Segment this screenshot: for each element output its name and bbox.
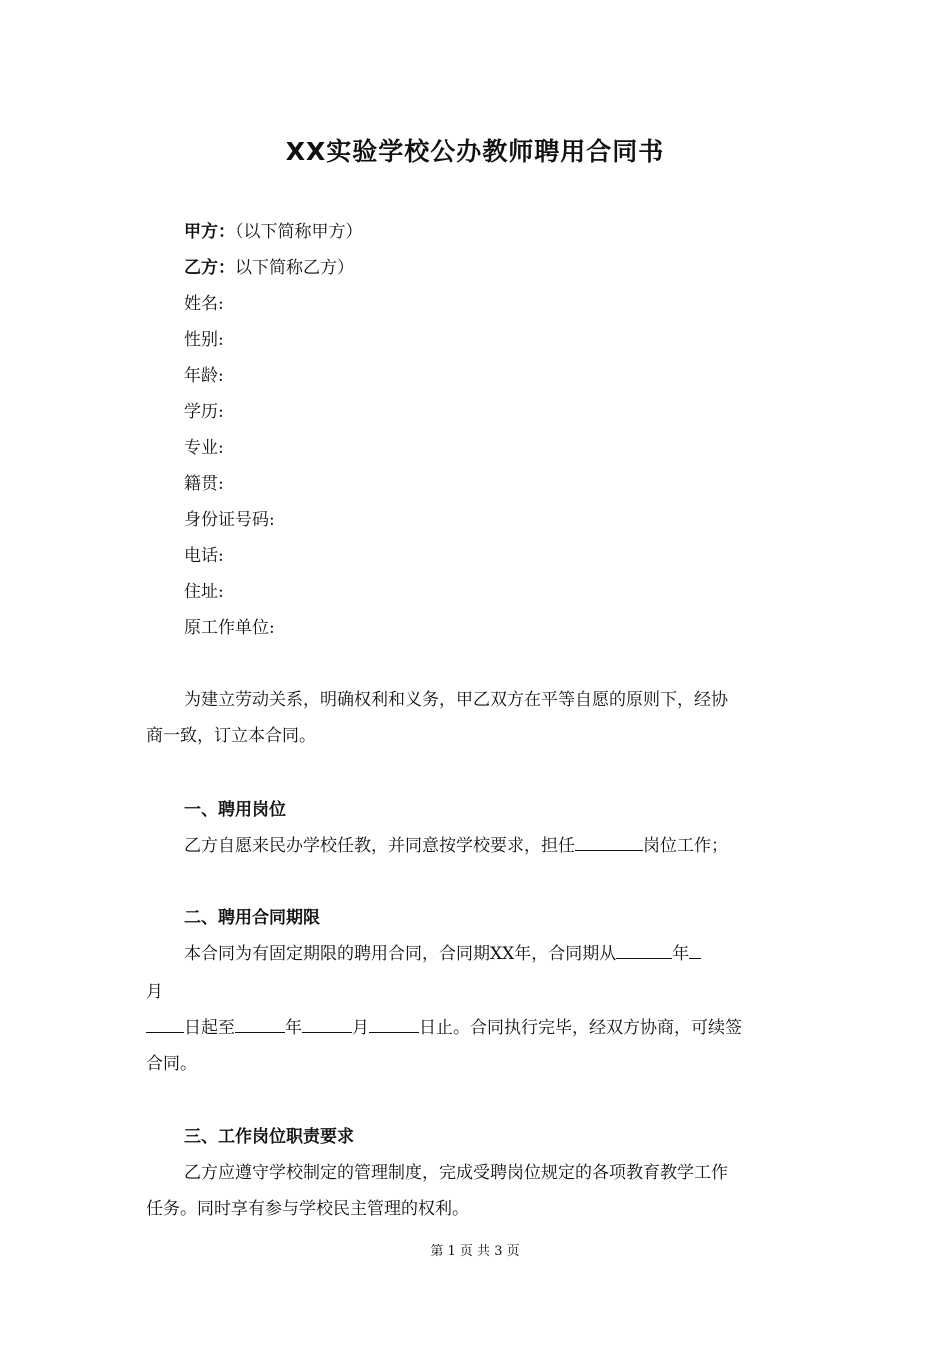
field-id-number: 身份证号码: [184, 510, 275, 530]
blank-field [302, 1018, 352, 1033]
section-1-heading: 一、聘用岗位 [184, 800, 286, 820]
section-2-line-3 [146, 1013, 742, 1038]
blank-field [575, 836, 643, 851]
blank-field [689, 944, 701, 959]
field-gender: 性别: [184, 330, 224, 350]
party-a-text: （以下简称甲方） [235, 222, 363, 242]
intro-line-1: 为建立劳动关系，明确权利和义务，甲乙双方在平等自愿的原则下，经协 [184, 690, 728, 710]
field-age: 年龄: [184, 366, 224, 386]
section-2-line-1 [184, 939, 701, 964]
section-1-text [184, 831, 728, 856]
s2-l3b: 年 [285, 1018, 302, 1038]
field-previous-employer: 原工作单位: [184, 618, 275, 638]
section-3-heading: 三、工作岗位职责要求 [184, 1127, 354, 1147]
field-hometown: 籍贯: [184, 474, 224, 494]
blank-field [146, 1018, 184, 1033]
party-a-label: 甲方： [184, 222, 235, 242]
s1-text-b: 岗位工作； [643, 836, 728, 856]
section-3-line-2: 任务。同时享有参与学校民主管理的权利。 [146, 1199, 469, 1219]
blank-field [369, 1018, 419, 1033]
blank-field [616, 944, 672, 959]
blank-field [235, 1018, 285, 1033]
s2-l1b: 年 [672, 944, 690, 964]
s2-l3c: 月 [352, 1018, 369, 1038]
field-name: 姓名: [184, 294, 224, 314]
field-education: 学历: [184, 402, 224, 422]
field-major: 专业: [184, 438, 224, 458]
page-footer: 第 1 页 共 3 页 [430, 1244, 520, 1259]
section-3-line-1: 乙方应遵守学校制定的管理制度，完成受聘岗位规定的各项教育教学工作 [184, 1163, 728, 1183]
party-b-text: 以下简称乙方） [235, 258, 354, 278]
party-b-label: 乙方： [184, 258, 235, 278]
section-2-line-4: 合同。 [146, 1054, 197, 1074]
section-2-heading: 二、聘用合同期限 [184, 908, 320, 928]
section-2-line-2: 月 [146, 982, 163, 1002]
party-b-line [184, 253, 354, 278]
document-title: XX实验学校公办教师聘用合同书 [285, 137, 665, 166]
s1-text-a: 乙方自愿来民办学校任教，并同意按学校要求，担任 [184, 836, 575, 856]
s2-l3d: 日止。合同执行完毕，经双方协商，可续签 [419, 1018, 742, 1038]
s2-l1a: 本合同为有固定期限的聘用合同，合同期XX年，合同期从 [184, 944, 617, 964]
field-phone: 电话: [184, 546, 224, 566]
intro-line-2: 商一致，订立本合同。 [146, 726, 316, 746]
party-a-line [184, 217, 363, 242]
field-address: 住址: [184, 582, 224, 602]
s2-l3a: 日起至 [184, 1018, 235, 1038]
